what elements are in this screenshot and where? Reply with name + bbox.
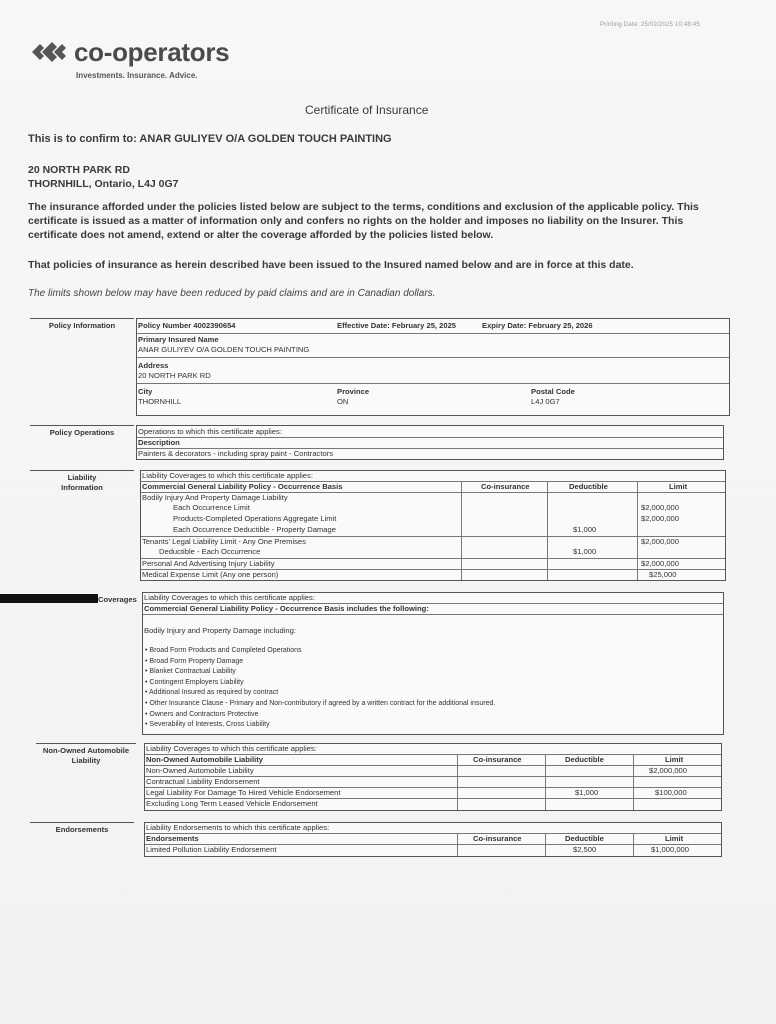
endorsements-row-1: Limited Pollution Liability Endorsement: [146, 845, 277, 854]
effective-date: Effective Date: February 25, 2025: [337, 321, 457, 330]
endorsements-table: [144, 822, 722, 857]
page-title: Certificate of Insurance: [305, 103, 429, 117]
coverages-section: [30, 592, 730, 736]
liability-head-coins: Co-insurance: [481, 482, 530, 491]
redaction-bar: [0, 594, 98, 603]
non-owned-head-policy: Non-Owned Automobile Liability: [146, 755, 263, 764]
val-medical-limit: $25,000: [649, 570, 677, 579]
coverages-subheading: Bodily Injury and Property Damage including:: [144, 626, 296, 635]
insured-value: ANAR GULIYEV O/A GOLDEN TOUCH PAINTING: [138, 345, 310, 354]
coverages-applies: Liability Coverages to which this certificate applies:: [144, 593, 315, 602]
row-ded-each: Deductible - Each Occurrence: [159, 547, 261, 556]
description-value: Painters & decorators - including spray paint - Contractors: [138, 449, 333, 458]
non-owned-section: [30, 743, 730, 813]
row-each-occurrence: Each Occurrence Limit: [173, 503, 250, 512]
list-item: • Owners and Contractors Protective: [145, 710, 259, 718]
non-owned-row-3: Legal Liability For Damage To Hired Vehicle Endorsement: [146, 788, 341, 797]
limits-note: The limits shown below may have been reduced by paid claims and are in Canadian dollars.: [28, 288, 436, 299]
section-label: Liability Information: [30, 470, 134, 493]
section-label: Endorsements: [30, 822, 134, 835]
coverages-list: [145, 646, 495, 731]
province-value: ON: [337, 397, 349, 406]
non-owned-head-limit: Limit: [665, 755, 684, 764]
brand-logo: [30, 36, 229, 68]
row-medical: Medical Expense Limit (Any one person): [142, 570, 279, 579]
liability-head-deductible: Deductible: [569, 482, 608, 491]
address-line-2: THORNHILL, Ontario, L4J 0G7: [28, 178, 179, 190]
endorsements-head-policy: Endorsements: [146, 834, 199, 843]
endorsements-head-deductible: Deductible: [565, 834, 604, 843]
non-owned-val-3-limit: $100,000: [655, 788, 687, 797]
brand-name: co-operators: [74, 36, 230, 67]
liability-head-policy: Commercial General Liability Policy - Occurrence Basis: [142, 482, 343, 491]
expiry-date: Expiry Date: February 25, 2026: [482, 321, 593, 330]
terms-paragraph: The insurance afforded under the policies listed below are subject to the terms, conditions and exclusion of the applicable policy. This certificate is issued as a matter of information only and confers no rights on the holder and imposes no liability on the Insurer. This certificate does not amend, extend or alter the coverage afforded by the policies listed below.: [28, 201, 699, 241]
confirm-line: This is to confirm to: ANAR GULIYEV O/A GOLDEN TOUCH PAINTING: [28, 133, 392, 145]
list-item: • Broad Form Products and Completed Operations: [145, 647, 302, 654]
non-owned-row-2: Contractual Liability Endorsement: [146, 777, 260, 786]
list-item: • Broad Form Property Damage: [145, 657, 244, 665]
non-owned-table: [144, 743, 722, 811]
policy-number: Policy Number 4002390654: [138, 321, 236, 330]
tagline: Investments. Insurance. Advice.: [76, 71, 198, 80]
non-owned-row-4: Excluding Long Term Leased Vehicle Endorsement: [146, 799, 318, 808]
val-each-limit: $2,000,000: [641, 503, 680, 512]
list-item: • Additional Insured as required by contract: [145, 689, 279, 697]
row-personal: Personal And Advertising Injury Liability: [142, 559, 275, 568]
coverages-heading: Commercial General Liability Policy - Occurrence Basis includes the following:: [144, 604, 429, 613]
non-owned-row-1: Non-Owned Automobile Liability: [146, 766, 254, 775]
non-owned-head-deductible: Deductible: [565, 755, 604, 764]
endorsements-val-limit: $1,000,000: [651, 845, 690, 854]
policy-operations-box: [136, 425, 724, 460]
printing-date: Printing Date: 25/02/2025 10:48:45: [600, 22, 700, 28]
address-label: Address: [138, 361, 169, 370]
section-label: Non-Owned Automobile Liability: [36, 743, 136, 766]
list-item: • Severability of Interests, Cross Liability: [145, 721, 270, 729]
non-owned-val-1: $2,000,000: [649, 766, 688, 775]
liability-information-section: [30, 470, 730, 582]
val-pd-deductible: $1,000: [573, 525, 597, 534]
row-products: Products-Completed Operations Aggregate Limit: [173, 514, 337, 523]
section-label: Coverages: [98, 595, 137, 604]
non-owned-val-3-ded: $1,000: [575, 788, 599, 797]
coverages-box: [142, 592, 724, 735]
description-label: Description: [138, 438, 180, 447]
list-item: • Contingent Employers Liability: [145, 678, 244, 686]
non-owned-applies: Liability Coverages to which this certificate applies:: [146, 744, 317, 753]
province-label: Province: [337, 387, 370, 396]
val-tenants-limit: $2,000,000: [641, 537, 680, 546]
section-label: Policy Information: [30, 318, 134, 331]
city-value: THORNHILL: [138, 397, 182, 406]
recipient-address: [28, 163, 179, 191]
policy-information-box: [136, 318, 730, 416]
row-bodily-injury: Bodily Injury And Property Damage Liability: [142, 493, 288, 502]
section-label: Policy Operations: [30, 425, 134, 438]
list-item: • Blanket Contractual Liability: [145, 668, 236, 676]
endorsements-section: [30, 822, 730, 858]
operations-applies: Operations to which this certificate applies:: [138, 427, 282, 436]
postal-value: L4J 0G7: [531, 397, 560, 406]
liability-table: [140, 470, 726, 581]
city-label: City: [138, 387, 153, 396]
policy-operations-section: [30, 425, 730, 461]
val-tenants-ded: $1,000: [573, 547, 597, 556]
postal-label: Postal Code: [531, 387, 575, 396]
list-item: • Other Insurance Clause - Primary and Non-contributory if agreed by a written contract for the additional insured.: [145, 699, 496, 707]
chevron-logo-icon: [30, 36, 70, 68]
row-each-ded: Each Occurrence Deductible - Property Damage: [173, 525, 336, 534]
liability-head-limit: Limit: [669, 482, 688, 491]
endorsements-val-ded: $2,500: [573, 845, 597, 854]
val-products-limit: $2,000,000: [641, 514, 680, 523]
val-personal-limit: $2,000,000: [641, 559, 680, 568]
address-value: 20 NORTH PARK RD: [138, 371, 211, 380]
endorsements-head-coins: Co-insurance: [473, 834, 522, 843]
policy-information-section: [30, 318, 730, 418]
endorsements-head-limit: Limit: [665, 834, 684, 843]
issued-paragraph: That policies of insurance as herein described have been issued to the Insured named below and are in force at this date.: [28, 259, 634, 271]
non-owned-head-coins: Co-insurance: [473, 755, 522, 764]
liability-applies: Liability Coverages to which this certificate applies:: [142, 471, 313, 480]
insured-label: Primary Insured Name: [138, 335, 219, 344]
address-line-1: 20 NORTH PARK RD: [28, 164, 130, 176]
row-tenants: Tenants' Legal Liability Limit - Any One Premises: [142, 537, 306, 546]
endorsements-applies: Liability Endorsements to which this certificate applies:: [146, 823, 330, 832]
